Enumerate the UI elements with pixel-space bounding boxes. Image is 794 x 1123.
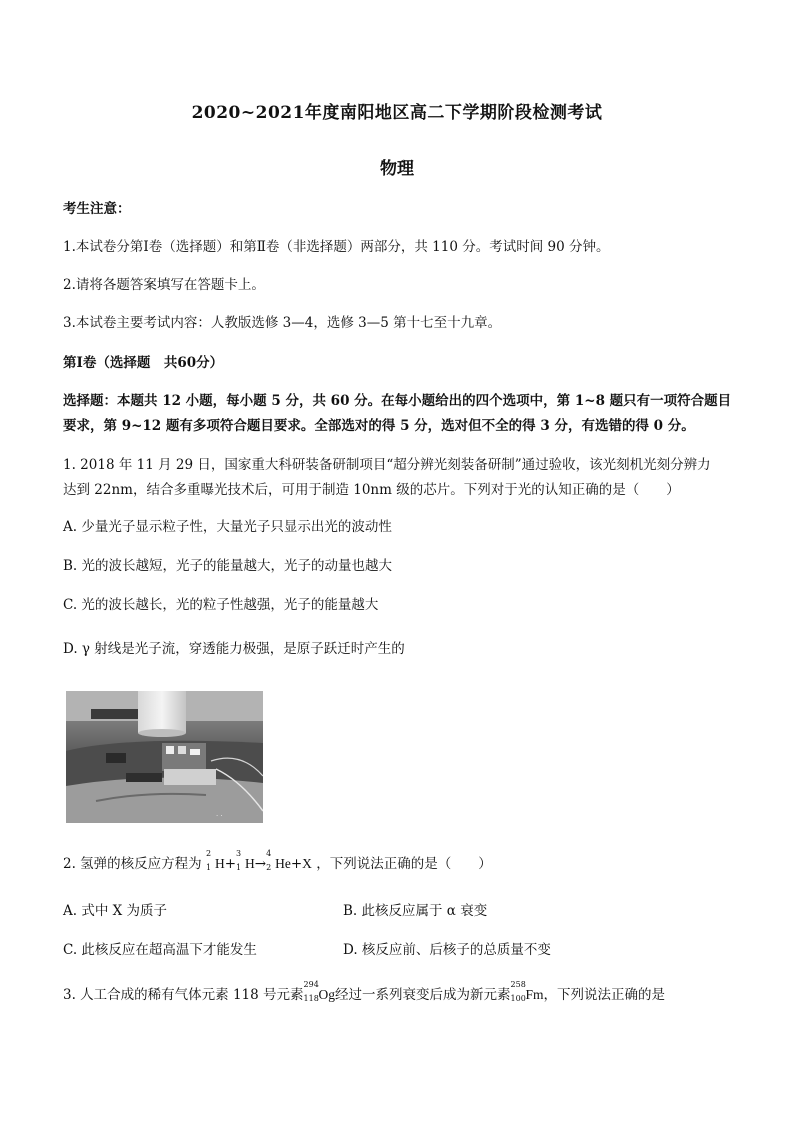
q1-option-d: D. γ 射线是光子流，穿透能力极强，是原子跃迁时产生的 (63, 641, 405, 657)
q2-stem (63, 849, 492, 874)
notice-heading: 考生注意： (63, 201, 131, 217)
notice-item-1: 1.本试卷分第Ⅰ卷（选择题）和第Ⅱ卷（非选择题）两部分，共 110 分。考试时间 90 分钟。 (63, 239, 610, 255)
og-isotope-notation (303, 980, 319, 1003)
q3-stem (63, 980, 666, 1005)
h2-isotope-notation (205, 849, 215, 872)
eq-arrow: → (254, 856, 267, 872)
svg-text:· ·: · · (216, 812, 223, 820)
q2-stem-prefix: 2. 氢弹的核反应方程为 (63, 856, 202, 872)
he-mass-number: 4 (266, 849, 272, 858)
fm-mass-number: 258 (510, 980, 526, 989)
q2-option-d: D. 核反应前、后核子的总质量不变 (343, 942, 551, 958)
h2-mass-number: 2 (205, 849, 212, 858)
eq-plus-1: + (224, 856, 237, 872)
section-instructions-line-1: 选择题：本题共 12 小题，每小题 5 分，共 60 分。在每小题给出的四个选项中，第 1~8 题只有一项符合题目 (63, 393, 732, 409)
q1-stem-line-1: 1. 2018 年 11 月 29 日，国家重大科研装备研制项目“超分辨光刻装备研制”通过验收，该光刻机光刻分辨力 (63, 457, 711, 473)
q1-option-b: B. 光的波长越短，光子的能量越大，光子的动量也越大 (63, 558, 393, 574)
q1-option-c: C. 光的波长越长，光的粒子性越强，光子的能量越大 (63, 597, 379, 613)
q3-stem-prefix: 3. 人工合成的稀有气体元素 118 号元素 (63, 987, 304, 1003)
lithography-machine-photo (66, 691, 263, 823)
og-symbol: Og (318, 987, 336, 1002)
h3-isotope-notation (236, 849, 245, 872)
fm-isotope-notation (510, 980, 526, 1003)
fm-atomic-number: 100 (510, 994, 526, 1003)
notice-item-3: 3.本试卷主要考试内容：人教版选修 3—4，选修 3—5 第十七至十九章。 (63, 315, 502, 331)
q2-option-b: B. 此核反应属于 α 衰变 (343, 903, 488, 919)
notice-item-2: 2.请将各题答案填写在答题卡上。 (63, 277, 265, 293)
og-atomic-number: 118 (303, 994, 319, 1003)
exam-title: 2020~2021年度南阳地区高二下学期阶段检测考试 (191, 103, 603, 123)
og-mass-number: 294 (303, 980, 319, 989)
q2-option-c: C. 此核反应在超高温下才能发生 (63, 942, 257, 958)
x-symbol: X (302, 856, 312, 871)
q3-stem-suffix: ，下列说法正确的是 (543, 987, 666, 1003)
q1-option-a: A. 少量光子显示粒子性，大量光子只显示出光的波动性 (63, 519, 392, 535)
subject-title: 物理 (380, 159, 414, 179)
section-heading: 第Ⅰ卷（选择题 共60分） (63, 355, 224, 371)
he-isotope-notation (266, 849, 275, 872)
eq-plus-2: + (290, 856, 303, 872)
h2-symbol: H (214, 856, 225, 871)
q2-stem-suffix: ，下列说法正确的是（ ） (316, 856, 492, 872)
q1-stem-line-2: 达到 22nm，结合多重曝光技术后，可用于制造 10nm 级的芯片。下列对于光的认知正确的是（ ） (63, 482, 680, 498)
lithography-photo-graphic (66, 691, 263, 823)
he-atomic-number: 2 (266, 863, 272, 872)
h3-symbol: H (245, 856, 255, 871)
q3-stem-middle: 经过一系列衰变后成为新元素 (335, 987, 511, 1003)
h2-atomic-number: 1 (205, 863, 212, 872)
h3-atomic-number: 1 (236, 863, 242, 872)
q2-option-a: A. 式中 X 为质子 (63, 903, 168, 919)
section-instructions-line-2: 要求，第 9~12 题有多项符合题目要求。全部选对的得 5 分，选对但不全的得 3 分，有选错的得 0 分。 (63, 418, 695, 434)
h3-mass-number: 3 (236, 849, 242, 858)
he-symbol: He (275, 856, 291, 871)
fm-symbol: Fm (525, 987, 544, 1002)
